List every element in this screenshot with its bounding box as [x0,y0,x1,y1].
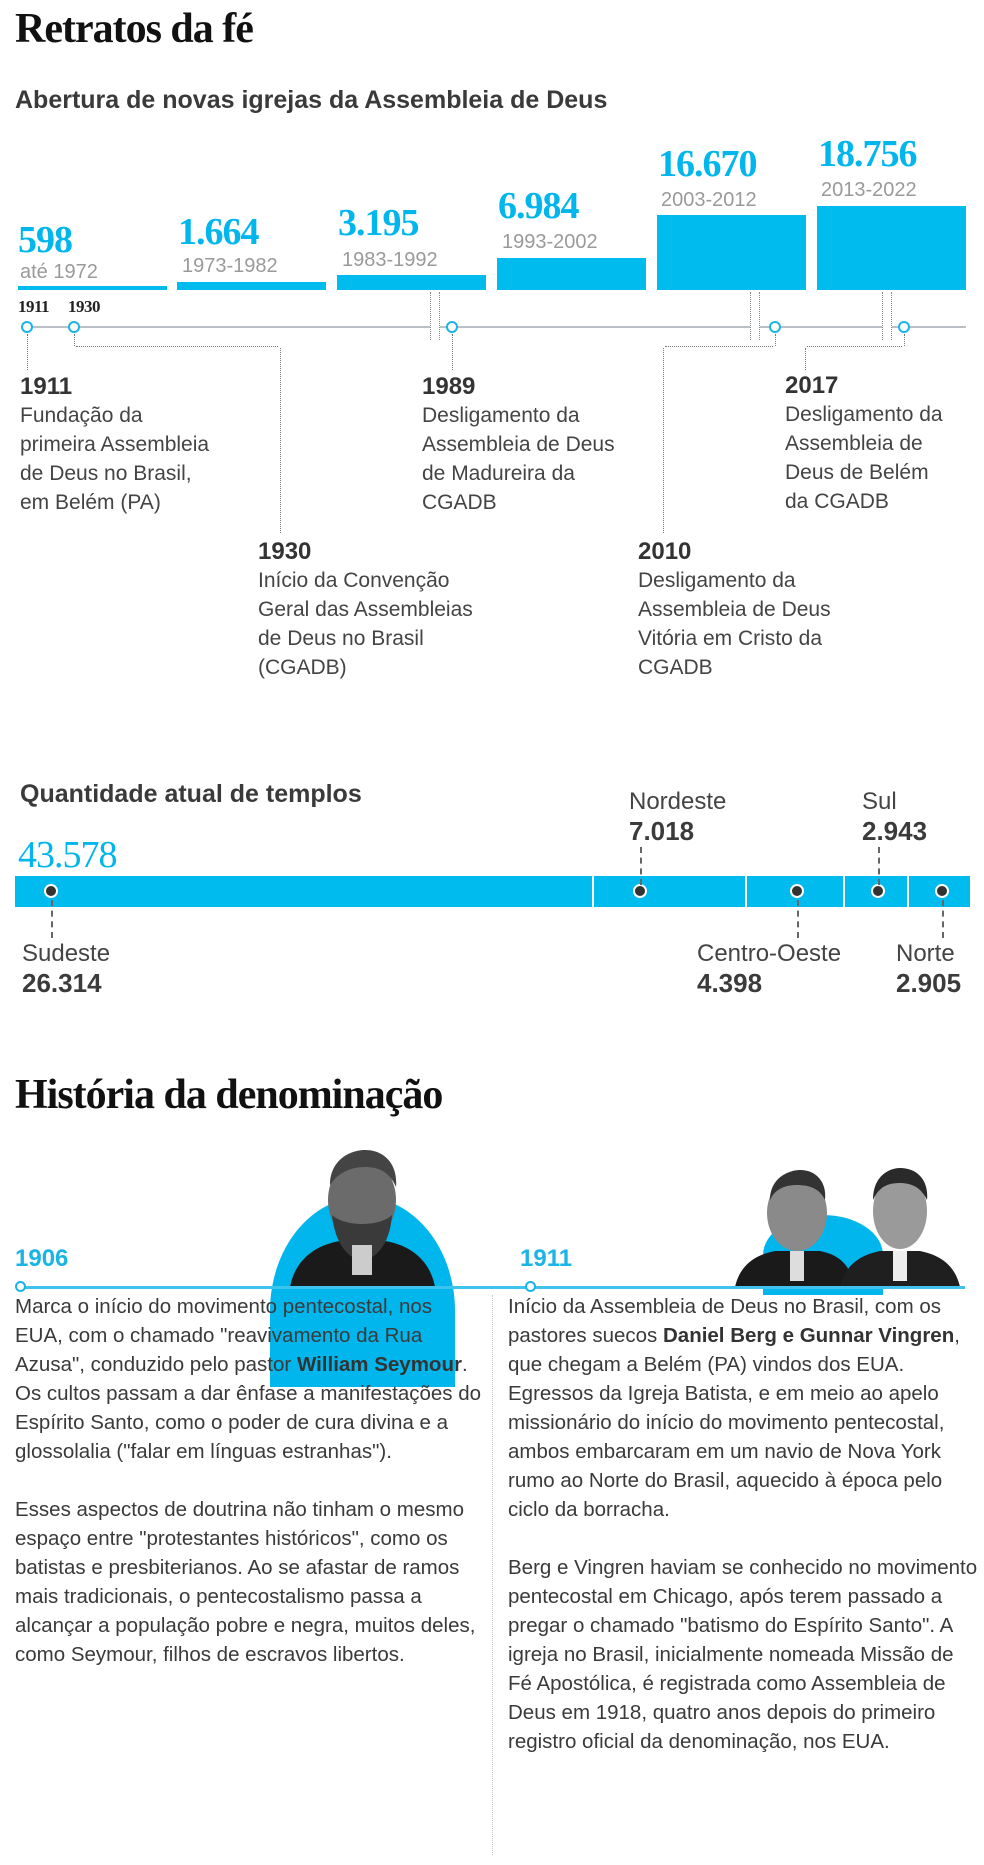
event-1989 [422,373,662,517]
event-line: Desligamento da [785,403,943,426]
bar-period: até 1972 [20,261,98,283]
event-year: 2010 [638,538,692,565]
connector-1930 [76,346,278,347]
event-line: de Deus no Brasil [258,627,424,650]
segment-nordeste [594,876,745,907]
event-2017 [785,372,980,516]
region-name: Nordeste [629,788,727,815]
event-marker-2010 [769,321,781,333]
region-value: 26.314 [22,968,102,998]
connector-sul [878,847,880,885]
event-line: Assembleia de [785,432,923,455]
region-name: Sudeste [22,940,111,967]
region-name: Centro-Oeste [697,940,842,967]
event-description [785,400,980,516]
segment-sudeste [15,876,592,907]
region-nordeste [629,788,726,847]
event-line: Fundação da [20,404,143,427]
connector-2010 [775,334,776,346]
event-year: 2017 [785,372,839,399]
event-line: CGADB [638,656,713,679]
bar [337,275,486,290]
event-line: Geral das Assembleias [258,598,473,621]
bar-value: 1.664 [178,211,259,253]
chart2-subtitle: Quantidade atual de templos [20,780,362,808]
connector-nordeste [640,847,642,885]
history-marker-1911 [525,1281,536,1292]
bar-value: 18.756 [818,133,917,175]
event-line: Desligamento da [638,569,796,592]
history-paragraph [15,1495,485,1669]
marker-nordeste [633,884,647,898]
event-2010 [638,538,898,682]
region-value: 2.943 [862,816,928,846]
bar-value: 6.984 [498,185,579,227]
event-line: Início da Convenção [258,569,450,592]
history-paragraph [508,1292,978,1524]
bar-value: 3.195 [338,202,419,244]
event-marker-1911 [21,321,33,333]
event-marker-1989 [446,321,458,333]
bar [817,206,966,290]
axis-label-1930: 1930 [68,297,100,316]
text-run: Esses aspectos de doutrina não tinham o mesmo espaço entre "protestantes históricos", como os batistas e presbiterianos. Ao se afastar de ramos mais tradicionais, o pentecostalismo passa a alcançar a população pobre e negra, muitos deles, como Seymour, filhos de escravos libertos. [15,1498,476,1666]
event-year: 1930 [258,538,312,565]
bold-name: Daniel Berg e Gunnar Vingren [662,1324,955,1347]
history-year-1906: 1906 [15,1245,69,1272]
bar [657,215,806,290]
region-name: Sul [862,788,897,815]
bar [18,286,167,290]
axis-break [430,292,440,340]
region-norte [896,940,961,999]
bar [497,258,646,290]
timeline-axis [28,326,966,328]
event-description [258,566,518,682]
person-silhouette-icon [270,1145,455,1287]
bar-period: 2013-2022 [821,179,917,201]
bar-period: 1973-1982 [182,255,278,277]
connector-sudeste [51,900,53,938]
bar-period: 2003-2012 [661,189,757,211]
history-title: História da denominação [15,1072,443,1118]
event-1911 [20,373,260,517]
event-year: 1989 [422,373,476,400]
event-description [422,401,662,517]
person-silhouette-icon [735,1165,965,1287]
connector-centro-oeste [797,900,799,938]
connector-1989 [452,334,453,370]
history-paragraph [15,1292,485,1466]
text-run: Berg e Vingren haviam se conhecido no movimento pentecostal em Chicago, após terem passado a pregar o chamado "batismo do Espírito Santo". A igreja no Brasil, inicialmente nomeada Missão de Fé Apostólica, é registrada como Assembleia de Deus em 1918, quatro anos depois do primeiro registro oficial da denominação, nos EUA. [508,1556,978,1753]
event-description [20,401,260,517]
event-marker-2017 [898,321,910,333]
history-paragraph [508,1553,978,1756]
event-line: CGADB [422,491,497,514]
axis-label-1911: 1911 [18,297,50,316]
connector-2010 [663,348,664,533]
bar-period: 1983-1992 [342,249,438,271]
connector-2010 [665,346,773,347]
history-entry-1906 [15,1292,485,1669]
axis-break [750,292,760,340]
event-description [638,566,898,682]
region-value: 7.018 [629,816,695,846]
history-year-1911: 1911 [520,1245,573,1272]
chart1-subtitle: Abertura de novas igrejas da Assembleia de Deus [15,86,608,114]
event-line: primeira Assembleia [20,433,210,456]
region-sul [862,788,927,847]
connector-1930 [74,334,75,346]
connector-norte [942,900,944,938]
connector-2017 [805,348,806,370]
marker-sudeste [44,884,58,898]
event-line: em Belém (PA) [20,491,161,514]
page-title: Retratos da fé [15,6,253,52]
region-centro-oeste [697,940,841,999]
marker-norte [935,884,949,898]
event-line: Deus de Belém [785,461,929,484]
event-1930 [258,538,518,682]
column-divider [492,1295,493,1855]
text-run: , que chegam a Belém (PA) vindos dos EUA. Egressos da Igreja Batista, e em meio ao apelo missionário do início do movimento pentecostal, ambos embarcaram em um navio de Nova York rumo ao Norte do Brasil, aquecido à época pelo ciclo da borracha. [508,1324,960,1521]
event-marker-1930 [68,321,80,333]
connector-1930 [280,348,281,533]
text-run: Início da Assembleia de Deus no Brasil, com os pastores suecos [508,1295,941,1347]
total-value: 43.578 [18,834,117,876]
connector-1911 [27,334,28,370]
history-axis [20,1286,965,1289]
history-entry-1911 [508,1292,978,1756]
region-name: Norte [896,940,955,967]
region-value: 4.398 [697,968,763,998]
bold-name: William Seymour [296,1353,462,1376]
region-value: 2.905 [896,968,962,998]
bar-value: 598 [18,219,72,261]
event-line: Vitória em Cristo da [638,627,823,650]
event-year: 1911 [20,373,73,400]
event-line: (CGADB) [258,656,347,679]
text-run: Marca o início do movimento pentecostal, nos EUA, com o chamado "reavivamento da Rua Azusa", conduzido pelo pastor [15,1295,433,1376]
marker-sul [871,884,885,898]
history-marker-1906 [15,1281,26,1292]
axis-break [882,292,892,340]
event-line: Assembleia de Deus [638,598,831,621]
connector-2017 [807,346,902,347]
text-run: . Os cultos passam a dar ênfase a manifestações do Espírito Santo, como o poder de cura divina e a glossolalia ("falar em línguas estranhas"). [15,1353,482,1463]
event-line: de Deus no Brasil, [20,462,192,485]
bar-value: 16.670 [658,143,757,185]
bar [177,282,326,290]
bar-period: 1993-2002 [502,231,598,253]
event-line: Desligamento da [422,404,580,427]
event-line: de Madureira da [422,462,575,485]
event-line: da CGADB [785,490,889,513]
region-sudeste [22,940,110,999]
marker-centro-oeste [790,884,804,898]
event-line: Assembleia de Deus [422,433,615,456]
connector-2017 [904,334,905,346]
